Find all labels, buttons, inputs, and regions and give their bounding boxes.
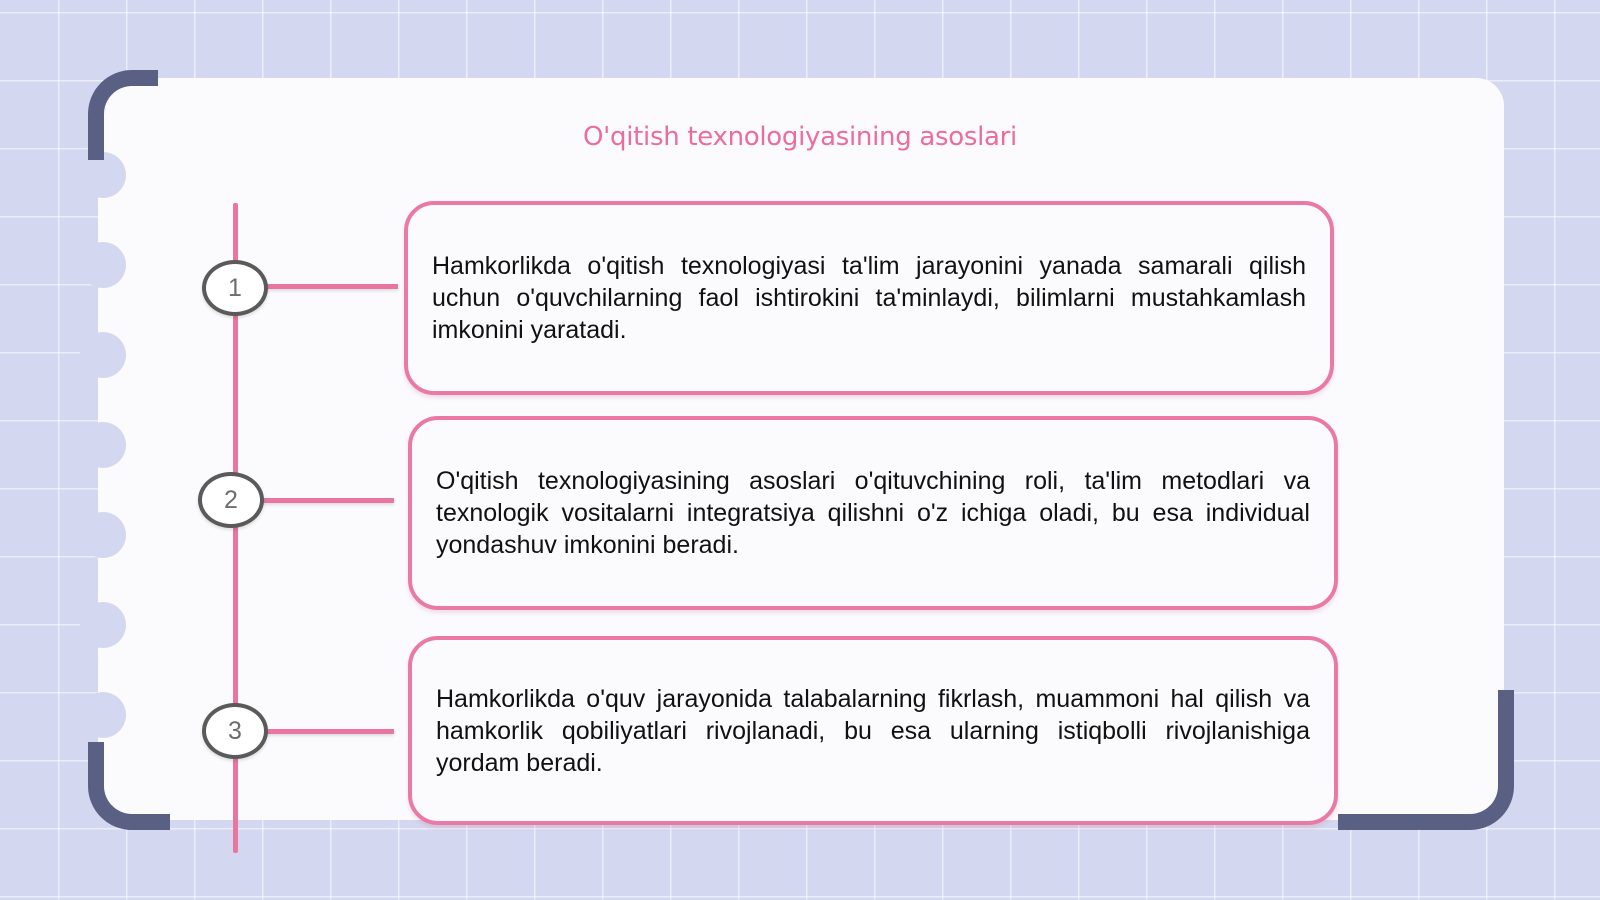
timeline-marker-3: 3 xyxy=(202,703,268,759)
paper-hole xyxy=(80,332,126,378)
paper-hole xyxy=(80,512,126,558)
paper-hole xyxy=(80,692,126,738)
timeline-connector-3 xyxy=(262,729,394,734)
paper-hole xyxy=(80,242,126,288)
timeline-card-text-2: O'qitish texnologiyasining asoslari o'qituvchining roli, ta'lim metodlari va texnologik vositalarni integratsiya qilishni o'z ichiga oladi, bu esa individual yondashuv imkonini beradi. xyxy=(436,467,1310,559)
paper-hole xyxy=(80,422,126,468)
timeline-marker-2: 2 xyxy=(198,472,264,528)
timeline-card-2 xyxy=(408,416,1338,610)
timeline-card-text-1: Hamkorlikda o'qitish texnologiyasi ta'lim jarayonini yanada samarali qilish uchun o'quvchilarning faol ishtirokini ta'minlaydi, bilimlarni mustahkamlash imkonini yaratadi. xyxy=(432,252,1306,344)
corner-bracket-bottom-left xyxy=(88,742,170,830)
timeline-card-3 xyxy=(408,636,1338,825)
timeline-card-text-3: Hamkorlikda o'quv jarayonida talabalarning fikrlash, muammoni hal qilish va hamkorlik qobiliyatlari rivojlanadi, bu esa ularning istiqbolli rivojlanishiga yordam beradi. xyxy=(436,684,1310,777)
timeline-connector-2 xyxy=(258,498,394,503)
timeline-marker-1: 1 xyxy=(202,260,268,316)
timeline-card-1 xyxy=(404,201,1334,395)
paper-hole xyxy=(80,602,126,648)
timeline-connector-1 xyxy=(262,284,398,289)
corner-bracket-bottom-right xyxy=(1338,690,1514,830)
slide-title: O'qitish texnologiyasining asoslari xyxy=(583,122,1017,152)
